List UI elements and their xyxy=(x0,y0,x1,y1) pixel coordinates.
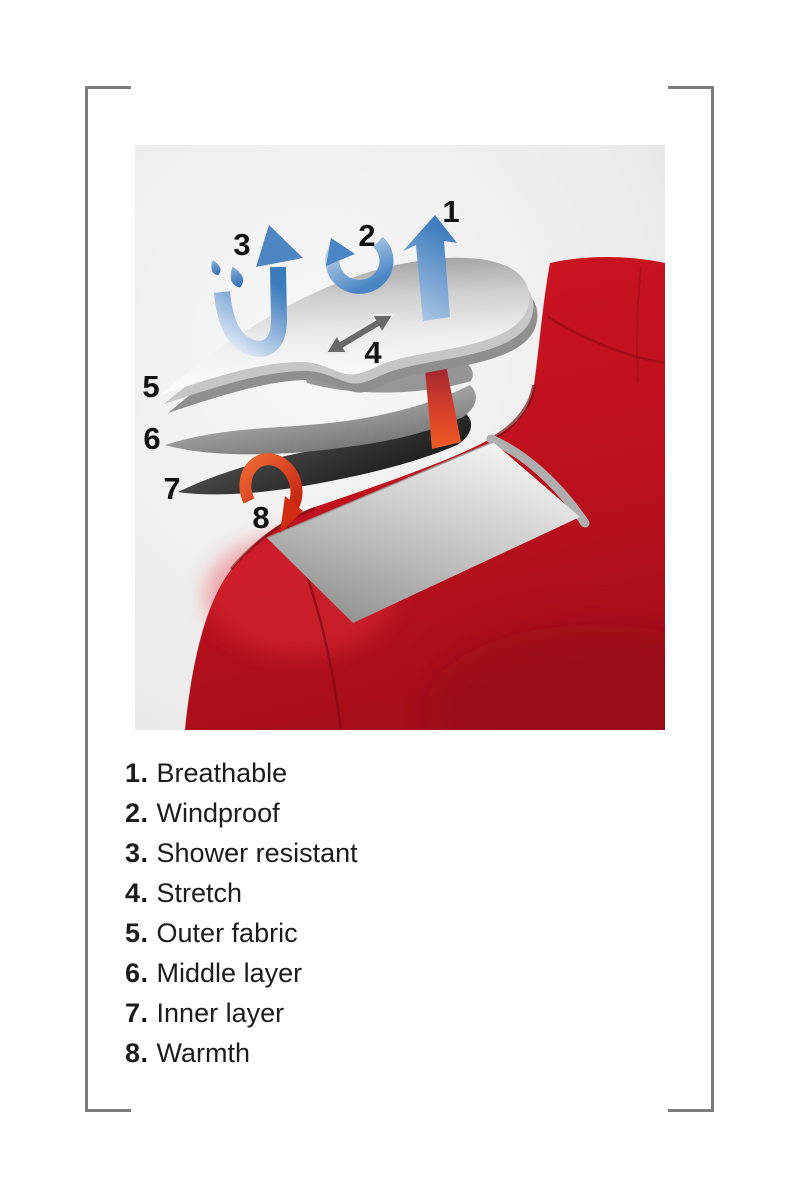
legend-item-stretch xyxy=(125,873,358,913)
right-crop-bracket xyxy=(668,86,714,1112)
legend-label: Breathable xyxy=(156,757,288,788)
legend-label: Windproof xyxy=(156,797,280,828)
callout-5: 5 xyxy=(142,369,160,404)
legend-label: Stretch xyxy=(156,877,243,908)
callout-2: 2 xyxy=(358,218,376,253)
legend-item-inner-layer xyxy=(125,993,358,1033)
legend-item-outer-fabric xyxy=(125,913,358,953)
callout-6: 6 xyxy=(143,421,161,456)
callout-7: 7 xyxy=(163,471,181,506)
legend-item-middle-layer xyxy=(125,953,358,993)
legend-label: Outer fabric xyxy=(156,917,298,948)
jacket-fabric-illustration xyxy=(135,145,665,730)
legend-number: 5. xyxy=(125,917,149,948)
legend-label: Warmth xyxy=(156,1037,251,1068)
callout-8: 8 xyxy=(252,500,270,535)
legend-number: 8. xyxy=(125,1037,149,1068)
legend-number: 3. xyxy=(125,837,149,868)
legend-item-breathable xyxy=(125,753,358,793)
legend-number: 7. xyxy=(125,997,149,1028)
callout-1: 1 xyxy=(442,194,460,229)
legend-label: Middle layer xyxy=(156,957,303,988)
legend-label: Inner layer xyxy=(156,997,285,1028)
legend-number: 2. xyxy=(125,797,149,828)
legend xyxy=(125,753,358,1073)
fabric-technology-figure xyxy=(135,145,665,730)
callout-4: 4 xyxy=(364,335,382,370)
legend-label: Shower resistant xyxy=(156,837,358,868)
legend-number: 6. xyxy=(125,957,149,988)
legend-item-windproof xyxy=(125,793,358,833)
callout-3: 3 xyxy=(233,227,251,262)
legend-number: 4. xyxy=(125,877,149,908)
legend-item-warmth xyxy=(125,1033,358,1073)
legend-number: 1. xyxy=(125,757,149,788)
legend-item-shower-resistant xyxy=(125,833,358,873)
